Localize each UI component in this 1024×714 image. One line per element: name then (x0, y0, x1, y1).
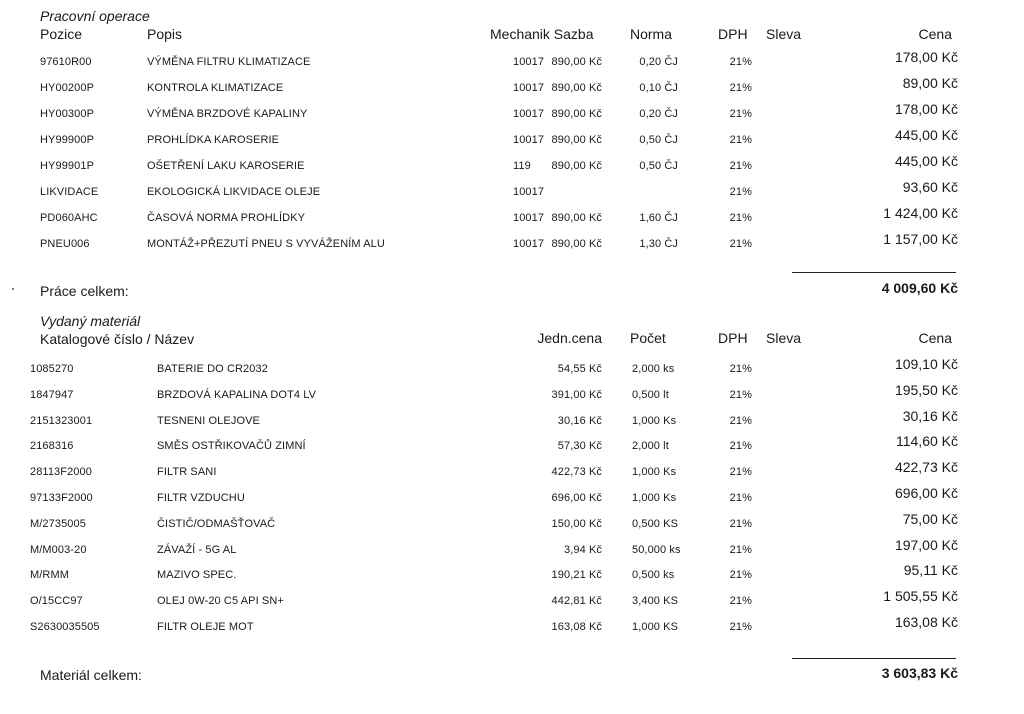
material-row-vat: 21% (729, 492, 752, 504)
material-header-discount: Sleva (766, 330, 802, 346)
labor-row-mechanic: 10017 (513, 82, 545, 94)
material-row-unit-price: 54,55 Kč (557, 363, 602, 375)
material-row-count: 0,500 ks (632, 569, 675, 582)
material-row-name: FILTR SANI (157, 466, 217, 479)
material-row-code: M/M003-20 (30, 543, 87, 556)
labor-row-mechanic: 10017 (513, 108, 545, 120)
labor-row-norm: 0,20 ČJ (639, 56, 678, 68)
material-row-name: OLEJ 0W-20 C5 API SN+ (157, 595, 284, 608)
labor-row-norm: 0,50 ČJ (639, 160, 678, 172)
labor-row-rate: 890,00 Kč (551, 212, 602, 224)
labor-row-description: PROHLÍDKA KAROSERIE (147, 134, 280, 146)
labor-row-rate: 890,00 Kč (551, 56, 602, 68)
material-row-count: 1,000 KS (632, 621, 679, 633)
material-row-code: M/2735005 (30, 517, 86, 530)
labor-header-price: Cena (918, 26, 952, 42)
material-row-price: 195,50 Kč (894, 381, 958, 398)
material-row-price: 163,08 Kč (894, 614, 958, 630)
labor-row-description: ČASOVÁ NORMA PROHLÍDKY (147, 212, 306, 224)
labor-row-code: HY00200P (40, 82, 95, 94)
labor-row-vat: 21% (729, 160, 752, 172)
labor-row-rate: 890,00 Kč (551, 238, 602, 250)
material-row-code: M/RMM (30, 569, 69, 582)
labor-row-norm: 0,10 ČJ (639, 82, 678, 94)
labor-row-rate: 890,00 Kč (551, 160, 602, 172)
material-row-name: BATERIE DO CR2032 (157, 363, 268, 375)
labor-row-rate: 890,00 Kč (551, 108, 602, 120)
material-total-rule (792, 658, 956, 659)
labor-header-mechanic-rate: Mechanik Sazba (490, 26, 594, 42)
labor-row-price: 93,60 Kč (902, 179, 958, 195)
material-row-vat: 21% (729, 466, 752, 479)
material-row-name: FILTR OLEJE MOT (157, 621, 254, 633)
labor-row-norm: 1,30 ČJ (639, 238, 678, 250)
labor-row-norm: 0,20 ČJ (639, 108, 678, 120)
material-row-count: 2,000 lt (632, 440, 669, 453)
material-row-code: O/15CC97 (30, 595, 83, 608)
labor-row-code: HY00300P (40, 108, 95, 120)
labor-total-rule (792, 272, 956, 273)
material-row-unit-price: 30,16 Kč (557, 414, 602, 427)
material-row-vat: 21% (729, 543, 752, 556)
material-header-catalog: Katalogové číslo / Název (40, 331, 195, 347)
material-row-name: MAZIVO SPEC. (157, 569, 237, 582)
labor-row-description: OŠETŘENÍ LAKU KAROSERIE (147, 160, 305, 172)
labor-row-vat: 21% (729, 56, 752, 68)
labor-row-code: HY99900P (40, 134, 95, 146)
labor-row-code: 97610R00 (40, 56, 92, 68)
material-header-count: Počet (630, 330, 666, 346)
material-row-unit-price: 3,94 Kč (563, 543, 602, 556)
material-row-count: 1,000 Ks (632, 492, 677, 504)
material-row-price: 109,10 Kč (894, 356, 958, 372)
material-row-vat: 21% (729, 388, 752, 401)
material-row-name: TESNENI OLEJOVE (157, 414, 260, 427)
labor-row-norm: 1,60 ČJ (639, 212, 678, 224)
material-row-vat: 21% (729, 621, 752, 633)
labor-row-description: VÝMĚNA FILTRU KLIMATIZACE (147, 56, 311, 68)
labor-row-mechanic: 10017 (513, 134, 545, 146)
labor-section-title: Pracovní operace (40, 8, 150, 24)
material-header-unit-price: Jedn.cena (537, 330, 602, 346)
material-row-price: 422,73 Kč (894, 459, 958, 476)
material-row-code: 1847947 (30, 388, 74, 401)
labor-row-description: EKOLOGICKÁ LIKVIDACE OLEJE (147, 186, 321, 198)
material-row-count: 0,500 lt (632, 388, 669, 401)
material-row-price: 197,00 Kč (894, 536, 958, 553)
labor-row-mechanic: 10017 (513, 56, 545, 68)
material-header-vat: DPH (718, 330, 748, 346)
material-row-name: BRZDOVÁ KAPALINA DOT4 LV (157, 388, 317, 401)
material-row-unit-price: 150,00 Kč (551, 517, 602, 530)
labor-row-vat: 21% (729, 238, 752, 250)
material-row-unit-price: 391,00 Kč (551, 388, 602, 401)
material-row-unit-price: 163,08 Kč (551, 621, 602, 633)
labor-header-position: Pozice (40, 26, 83, 42)
labor-row-mechanic: 10017 (513, 186, 545, 198)
material-row-price: 1 505,55 Kč (883, 588, 958, 605)
material-row-count: 1,000 Ks (632, 414, 677, 427)
material-row-name: FILTR VZDUCHU (157, 492, 245, 504)
material-row-code: S2630035505 (30, 621, 100, 633)
material-header-price: Cena (918, 330, 952, 346)
labor-row-price: 445,00 Kč (894, 153, 958, 169)
labor-row-price: 1 424,00 Kč (883, 205, 958, 221)
material-row-vat: 21% (729, 440, 752, 453)
labor-row-price: 1 157,00 Kč (883, 231, 958, 247)
material-row-count: 0,500 KS (632, 517, 679, 530)
labor-row-description: VÝMĚNA BRZDOVÉ KAPALINY (147, 108, 308, 120)
material-row-vat: 21% (729, 595, 752, 608)
labor-total-label: Práce celkem: (40, 283, 129, 299)
material-row-count: 3,400 KS (632, 595, 679, 608)
labor-row-code: LIKVIDACE (40, 186, 99, 198)
labor-row-price: 178,00 Kč (894, 49, 958, 65)
labor-row-norm: 0,50 ČJ (639, 134, 678, 146)
material-row-unit-price: 57,30 Kč (557, 440, 602, 453)
material-total-value: 3 603,83 Kč (881, 665, 958, 681)
material-row-vat: 21% (729, 363, 752, 375)
material-row-price: 696,00 Kč (894, 485, 958, 501)
material-row-unit-price: 696,00 Kč (551, 492, 602, 504)
scan-speck (12, 288, 14, 290)
material-total-label: Materiál celkem: (40, 667, 142, 683)
material-row-vat: 21% (729, 569, 752, 582)
material-row-count: 2,000 ks (632, 363, 675, 375)
labor-row-rate: 890,00 Kč (551, 134, 602, 146)
material-row-code: 97133F2000 (30, 492, 93, 504)
material-row-price: 75,00 Kč (902, 510, 958, 527)
material-row-code: 2168316 (30, 440, 74, 453)
material-row-price: 30,16 Kč (902, 407, 958, 424)
labor-row-vat: 21% (729, 108, 752, 120)
material-row-price: 95,11 Kč (903, 562, 958, 579)
labor-row-code: PD060AHC (40, 212, 98, 224)
labor-row-price: 89,00 Kč (902, 75, 958, 91)
labor-row-description: KONTROLA KLIMATIZACE (147, 82, 284, 94)
labor-row-rate: 890,00 Kč (551, 82, 602, 94)
labor-row-price: 178,00 Kč (894, 101, 958, 117)
labor-row-vat: 21% (729, 186, 752, 198)
labor-row-mechanic: 10017 (513, 212, 545, 224)
material-row-price: 114,60 Kč (895, 433, 958, 450)
labor-row-price: 445,00 Kč (894, 127, 958, 143)
labor-header-discount: Sleva (766, 26, 802, 42)
material-row-name: SMĚS OSTŘIKOVAČŮ ZIMNÍ (157, 440, 306, 453)
material-row-unit-price: 442,81 Kč (551, 595, 602, 608)
material-row-vat: 21% (729, 517, 752, 530)
labor-row-mechanic: 10017 (513, 238, 545, 250)
material-row-name: ZÁVAŽÍ - 5G AL (157, 543, 237, 556)
material-row-name: ČISTIČ/ODMAŠŤOVAČ (157, 517, 276, 530)
material-row-unit-price: 190,21 Kč (551, 569, 602, 582)
material-row-vat: 21% (729, 414, 752, 427)
material-section-title: Vydaný materiál (40, 313, 141, 329)
material-row-code: 28113F2000 (30, 466, 92, 479)
labor-row-code: PNEU006 (40, 238, 90, 250)
labor-header-description: Popis (147, 26, 183, 42)
material-row-code: 2151323001 (30, 414, 93, 427)
material-row-code: 1085270 (30, 363, 74, 375)
labor-row-vat: 21% (729, 212, 752, 224)
labor-row-description: MONTÁŽ+PŘEZUTÍ PNEU S VYVÁŽENÍM ALU (147, 238, 385, 250)
labor-row-mechanic: 119 (513, 160, 531, 172)
labor-total-value: 4 009,60 Kč (881, 280, 958, 296)
labor-row-vat: 21% (729, 82, 752, 94)
labor-row-vat: 21% (729, 134, 752, 146)
material-row-count: 50,000 ks (632, 543, 681, 556)
material-row-count: 1,000 Ks (632, 466, 677, 479)
labor-row-code: HY99901P (40, 160, 95, 172)
material-row-unit-price: 422,73 Kč (551, 466, 602, 479)
labor-header-vat: DPH (718, 26, 748, 42)
labor-header-norm: Norma (630, 26, 673, 42)
